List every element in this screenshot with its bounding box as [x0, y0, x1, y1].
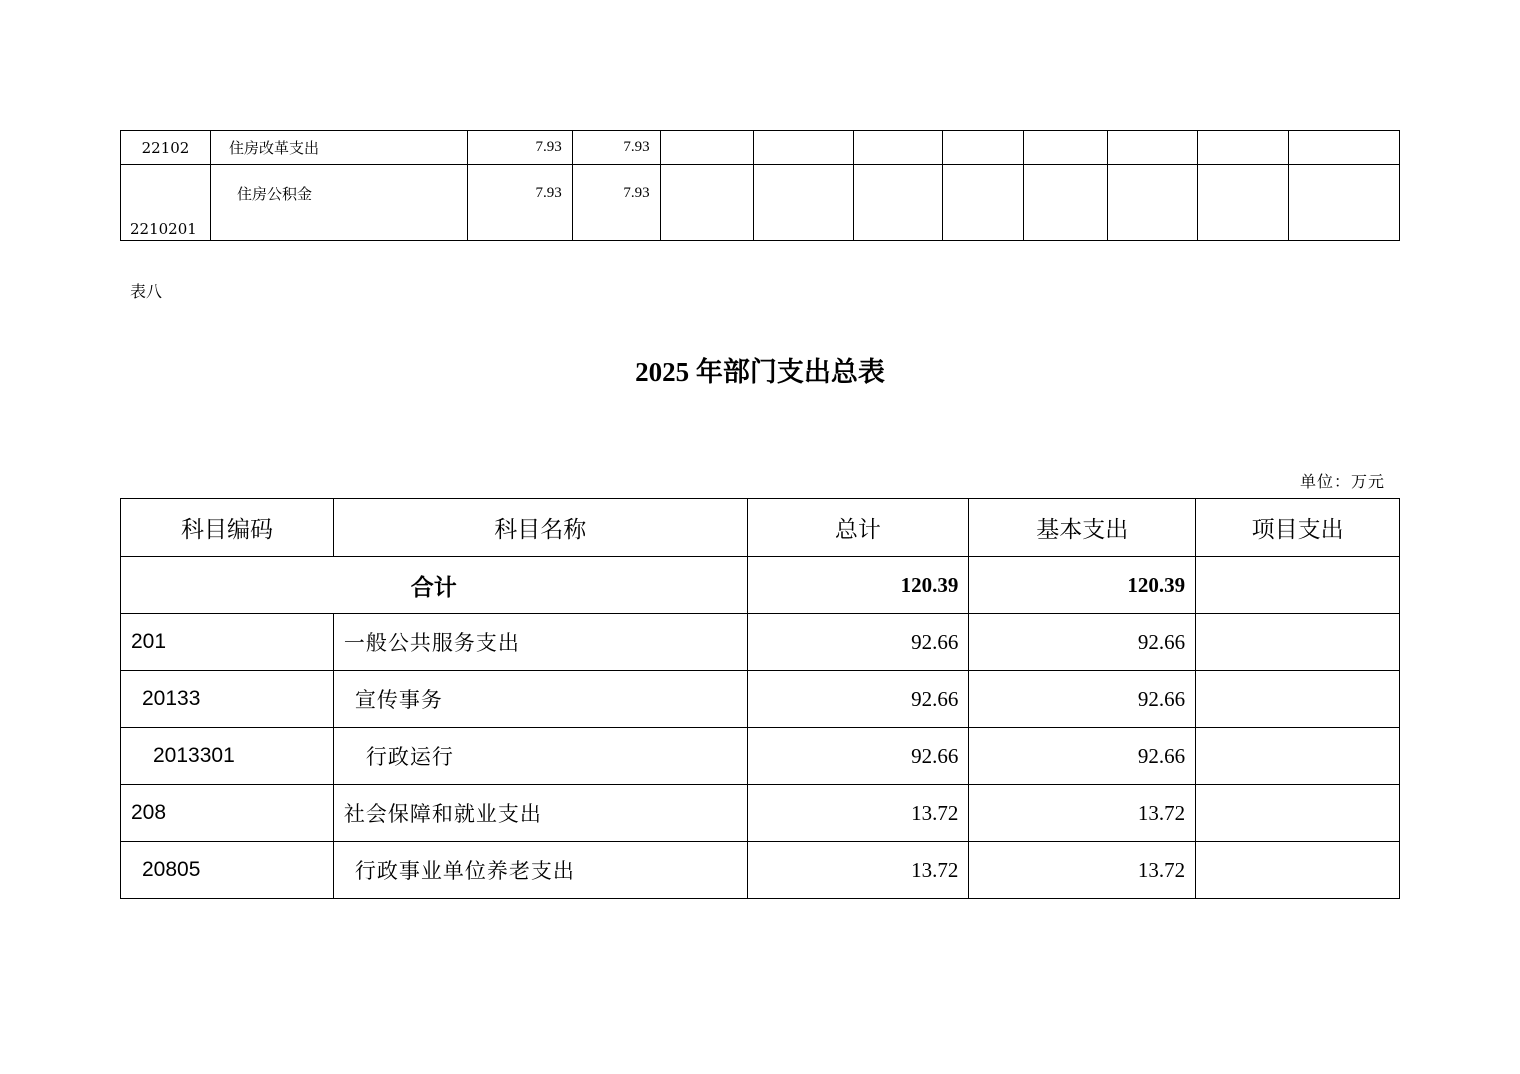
page-title: 2025 年部门支出总表	[635, 357, 885, 387]
table-row	[121, 728, 1400, 785]
column-header: 科目名称	[333, 499, 747, 557]
empty-cell	[1289, 165, 1400, 241]
empty-cell	[854, 165, 943, 241]
continuation-table	[120, 130, 1400, 241]
empty-cell	[753, 165, 854, 241]
column-header: 科目编码	[121, 499, 334, 557]
column-header: 总计	[747, 499, 969, 557]
row-project	[1196, 671, 1400, 728]
row-name: 住房公积金	[210, 165, 467, 241]
header-row	[121, 499, 1400, 557]
empty-cell	[943, 131, 1024, 165]
row-total: 92.66	[747, 728, 969, 785]
empty-cell	[1289, 131, 1400, 165]
expenditure-table	[120, 498, 1400, 899]
empty-cell	[854, 131, 943, 165]
row-code: 201	[121, 614, 334, 671]
row-code: 20805	[121, 842, 334, 899]
total-basic-value: 120.39	[969, 557, 1196, 614]
row-total: 13.72	[747, 842, 969, 899]
column-header: 项目支出	[1196, 499, 1400, 557]
row-code: 20133	[121, 671, 334, 728]
row-project	[1196, 842, 1400, 899]
empty-cell	[1198, 165, 1289, 241]
row-code: 2013301	[121, 728, 334, 785]
table-row	[121, 131, 1400, 165]
table-row	[121, 671, 1400, 728]
table-row	[121, 842, 1400, 899]
row-basic: 92.66	[969, 671, 1196, 728]
row-name: 宣传事务	[333, 671, 747, 728]
empty-cell	[1108, 131, 1198, 165]
row-basic: 92.66	[969, 614, 1196, 671]
empty-cell	[753, 131, 854, 165]
table-row	[121, 785, 1400, 842]
row-code: 22102	[121, 131, 211, 165]
row-name: 一般公共服务支出	[333, 614, 747, 671]
row-project	[1196, 785, 1400, 842]
empty-cell	[1024, 131, 1108, 165]
empty-cell	[943, 165, 1024, 241]
row-project	[1196, 614, 1400, 671]
empty-cell	[1108, 165, 1198, 241]
row-name: 行政事业单位养老支出	[333, 842, 747, 899]
row-value: 7.93	[572, 131, 660, 165]
unit-label: 单位：万元	[1300, 472, 1386, 491]
row-total: 92.66	[747, 614, 969, 671]
row-value: 7.93	[572, 165, 660, 241]
row-name: 行政运行	[333, 728, 747, 785]
total-row	[121, 557, 1400, 614]
total-label: 合计	[121, 557, 748, 614]
table-row	[121, 165, 1400, 241]
empty-cell	[660, 131, 753, 165]
row-code: 2210201	[121, 165, 211, 241]
total-value: 120.39	[747, 557, 969, 614]
total-project-value	[1196, 557, 1400, 614]
empty-cell	[660, 165, 753, 241]
row-basic: 13.72	[969, 842, 1196, 899]
row-project	[1196, 728, 1400, 785]
row-name: 社会保障和就业支出	[333, 785, 747, 842]
row-basic: 13.72	[969, 785, 1196, 842]
empty-cell	[1024, 165, 1108, 241]
column-header: 基本支出	[969, 499, 1196, 557]
empty-cell	[1198, 131, 1289, 165]
row-basic: 92.66	[969, 728, 1196, 785]
row-name: 住房改革支出	[210, 131, 467, 165]
table-number-label: 表八	[130, 282, 163, 301]
row-total: 92.66	[747, 671, 969, 728]
row-total: 13.72	[747, 785, 969, 842]
row-value: 7.93	[467, 131, 572, 165]
row-code: 208	[121, 785, 334, 842]
table-row	[121, 614, 1400, 671]
row-value: 7.93	[467, 165, 572, 241]
